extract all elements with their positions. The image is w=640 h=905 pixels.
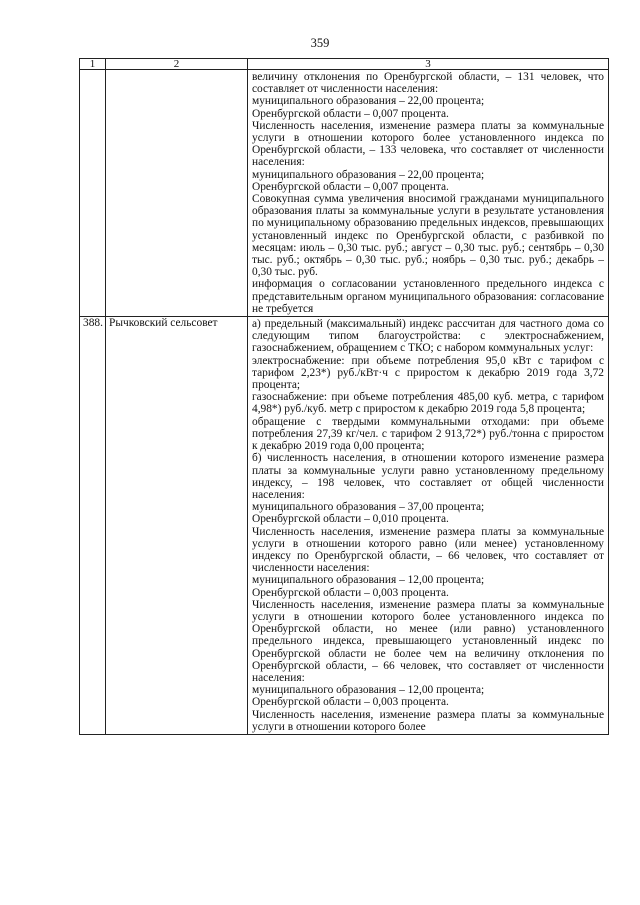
details-paragraph: Численность населения, изменение размера платы за коммунальные услуги в отношении которого более установленного индекса по Оренбургской области, – 133 человека, что составляет от численности населения: xyxy=(252,119,604,169)
details-paragraph: обращение с твердыми коммунальными отходами: при объеме потребления 27,39 кг/чел. с тарифом 2 913,72*) руб./тонна с приростом к декабрю 2019 года 0,00 процента; xyxy=(252,415,604,453)
details-cell xyxy=(248,70,609,317)
municipality-name: Рычковский сельсовет xyxy=(106,317,248,735)
details-paragraph: электроснабжение: при объеме потребления 95,0 кВт с тарифом с тарифом 2,23*) руб./кВт·ч с приростом к декабрю 2019 года 3,72 процента; xyxy=(252,354,604,392)
details-paragraph: муниципального образования – 12,00 процента; xyxy=(252,574,485,587)
details-paragraph: Оренбургской области – 0,007 процента. xyxy=(252,107,449,120)
index-table xyxy=(79,58,609,735)
details-paragraph: Численность населения, изменение размера платы за коммунальные услуги в отношении которого равно (или менее) установленному индексу по Оренбургской области, – 66 человек, что составляет от численности населения: xyxy=(252,525,604,575)
header-col-3: 3 xyxy=(248,59,609,70)
row-number: 388. xyxy=(80,317,106,735)
details-paragraph: газоснабжение: при объеме потребления 485,00 куб. метра, с тарифом 4,98*) руб./куб. метр с приростом к декабрю 2019 года 5,8 процента; xyxy=(252,391,604,416)
details-paragraph: Численность населения, изменение размера платы за коммунальные услуги в отношении которого более xyxy=(252,708,604,733)
details-paragraph: Оренбургской области – 0,007 процента. xyxy=(252,180,449,193)
table-row-388 xyxy=(80,317,609,735)
details-paragraph: Совокупная сумма увеличения вносимой гражданами муниципального образования платы за коммунальные услуги в результате установления по муниципальному образованию предельных индексов, превышающих установленный индекс по Оренбургской области, с разбивкой по месяцам: июль – 0,30 тыс. руб.; август – 0,30 тыс. руб.; сентябрь – 0,30 тыс. руб.; октябрь – 0,30 тыс. руб.; ноябрь – 0,30 тыс. руб.; декабрь – 0,30 тыс. руб. xyxy=(252,193,604,279)
details-paragraph: а) предельный (максимальный) индекс рассчитан для частного дома со следующим типом благоустройства: с электроснабжением, газоснабжением, обращением с ТКО; с набором коммунальных услуг: xyxy=(252,318,604,355)
header-col-1: 1 xyxy=(80,59,106,70)
details-paragraph: муниципального образования – 22,00 процента; xyxy=(252,168,485,181)
details-paragraph: б) численность населения, в отношении которого изменение размера платы за коммунальные услуги равно установленному предельному индексу, – 198 человек, что составляет от общей численности населения: xyxy=(252,452,604,501)
header-col-2: 2 xyxy=(106,59,248,70)
details-paragraph: Оренбургской области – 0,003 процента. xyxy=(252,586,449,599)
municipality-cell xyxy=(106,70,248,317)
details-cell xyxy=(248,317,609,735)
details-paragraph: информация о согласовании установленного предельного индекса с представительным органом муниципального образования: согласование не требуется xyxy=(252,278,604,315)
details-paragraph: Численность населения, изменение размера платы за коммунальные услуги в отношении которого более установленного индекса по Оренбургской области, но менее (или равно) установленного предельного индекса, превышающего установленный индекс по Оренбургской области не более чем на величину отклонения по Оренбургской области, – 66 человек, что составляет от численности населения: xyxy=(252,598,604,684)
details-paragraph: муниципального образования – 37,00 процента; xyxy=(252,501,485,514)
details-paragraph: Оренбургской области – 0,003 процента. xyxy=(252,696,449,709)
table-header-row xyxy=(80,59,609,70)
details-paragraph: муниципального образования – 12,00 процента; xyxy=(252,684,485,697)
details-paragraph: величину отклонения по Оренбургской области, – 131 человек, что составляет от численности населения: xyxy=(252,71,604,96)
table-row-continuation xyxy=(80,70,609,317)
details-paragraph: Оренбургской области – 0,010 процента. xyxy=(252,513,449,526)
details-paragraph: муниципального образования – 22,00 процента; xyxy=(252,95,485,108)
page-number: 359 xyxy=(310,36,330,50)
row-number-cell xyxy=(80,70,106,317)
